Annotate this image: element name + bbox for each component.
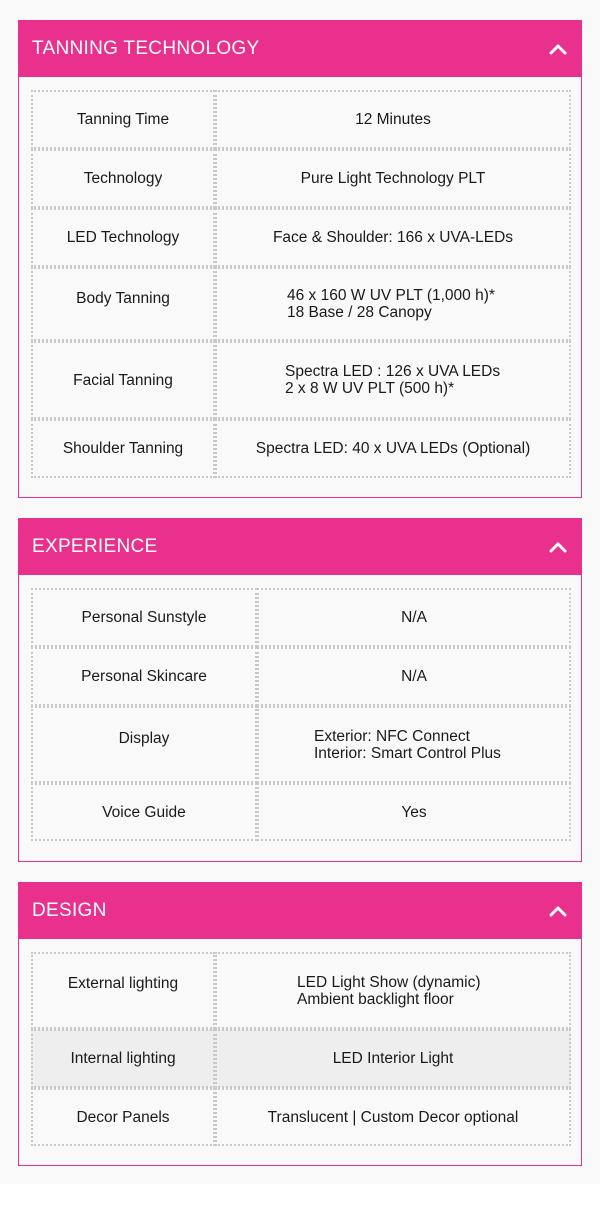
- spec-value: [257, 706, 571, 783]
- spec-value-line: 18 Base / 28 Canopy: [287, 304, 432, 321]
- section-body: [19, 939, 581, 1166]
- table-row: [31, 90, 571, 149]
- table-row: [31, 267, 571, 341]
- spec-value: [215, 952, 571, 1029]
- spec-label: Facial Tanning: [31, 341, 215, 419]
- chevron-up-icon[interactable]: [547, 38, 569, 60]
- section-title: EXPERIENCE: [32, 536, 158, 557]
- spec-label: Tanning Time: [31, 90, 215, 149]
- spec-value-line: LED Light Show (dynamic): [297, 973, 481, 991]
- section-header-experience[interactable]: [19, 519, 581, 575]
- section-header-tanning-technology[interactable]: [19, 21, 581, 77]
- table-row: [31, 588, 571, 647]
- spec-label: Shoulder Tanning: [31, 419, 215, 478]
- spec-value-line: Ambient backlight floor: [297, 990, 454, 1008]
- table-row: [31, 952, 571, 1029]
- section-header-design[interactable]: [19, 883, 581, 939]
- spec-label: Decor Panels: [31, 1088, 215, 1146]
- table-row: [31, 783, 571, 841]
- section-design: [18, 882, 582, 1166]
- chevron-up-icon[interactable]: [547, 900, 569, 922]
- spec-value-line: 46 x 160 W UV PLT (1,000 h)*: [287, 287, 495, 304]
- section-body: [19, 77, 581, 498]
- table-row: [31, 1088, 571, 1146]
- spec-table: [31, 588, 571, 841]
- spec-value: Pure Light Technology PLT: [215, 149, 571, 208]
- table-row: [31, 419, 571, 478]
- table-row: [31, 706, 571, 783]
- table-row: [31, 647, 571, 706]
- spec-value-line: 2 x 8 W UV PLT (500 h)*: [285, 380, 455, 397]
- table-row: [31, 341, 571, 419]
- spec-value-line: Exterior: NFC Connect: [314, 727, 470, 745]
- spec-label: Technology: [31, 149, 215, 208]
- section-tanning-technology: [18, 20, 582, 498]
- table-row: [31, 1029, 571, 1088]
- spec-label: Display: [31, 706, 257, 783]
- spec-value: N/A: [257, 647, 571, 706]
- chevron-up-icon[interactable]: [547, 536, 569, 558]
- section-title: DESIGN: [32, 900, 107, 921]
- spec-value: [215, 341, 571, 419]
- spec-label: Personal Skincare: [31, 647, 257, 706]
- spec-label: Voice Guide: [31, 783, 257, 841]
- spec-label: Internal lighting: [31, 1029, 215, 1088]
- spec-table: [31, 90, 571, 478]
- spec-value: LED Interior Light: [215, 1029, 571, 1088]
- spec-value: Spectra LED: 40 x UVA LEDs (Optional): [215, 419, 571, 478]
- section-body: [19, 575, 581, 861]
- table-row: [31, 208, 571, 267]
- table-row: [31, 149, 571, 208]
- spec-label: LED Technology: [31, 208, 215, 267]
- spec-label: Body Tanning: [31, 267, 215, 341]
- spec-value: N/A: [257, 588, 571, 647]
- spec-value: Face & Shoulder: 166 x UVA-LEDs: [215, 208, 571, 267]
- spec-value-line: Spectra LED : 126 x UVA LEDs: [285, 363, 501, 380]
- spec-label: External lighting: [31, 952, 215, 1029]
- spec-value: 12 Minutes: [215, 90, 571, 149]
- spec-value-line: Interior: Smart Control Plus: [314, 744, 501, 762]
- section-title: TANNING TECHNOLOGY: [32, 38, 260, 59]
- spec-table: [31, 952, 571, 1146]
- spec-value: Yes: [257, 783, 571, 841]
- spec-value: Translucent | Custom Decor optional: [215, 1088, 571, 1146]
- spec-label: Personal Sunstyle: [31, 588, 257, 647]
- section-experience: [18, 518, 582, 862]
- spec-value: [215, 267, 571, 341]
